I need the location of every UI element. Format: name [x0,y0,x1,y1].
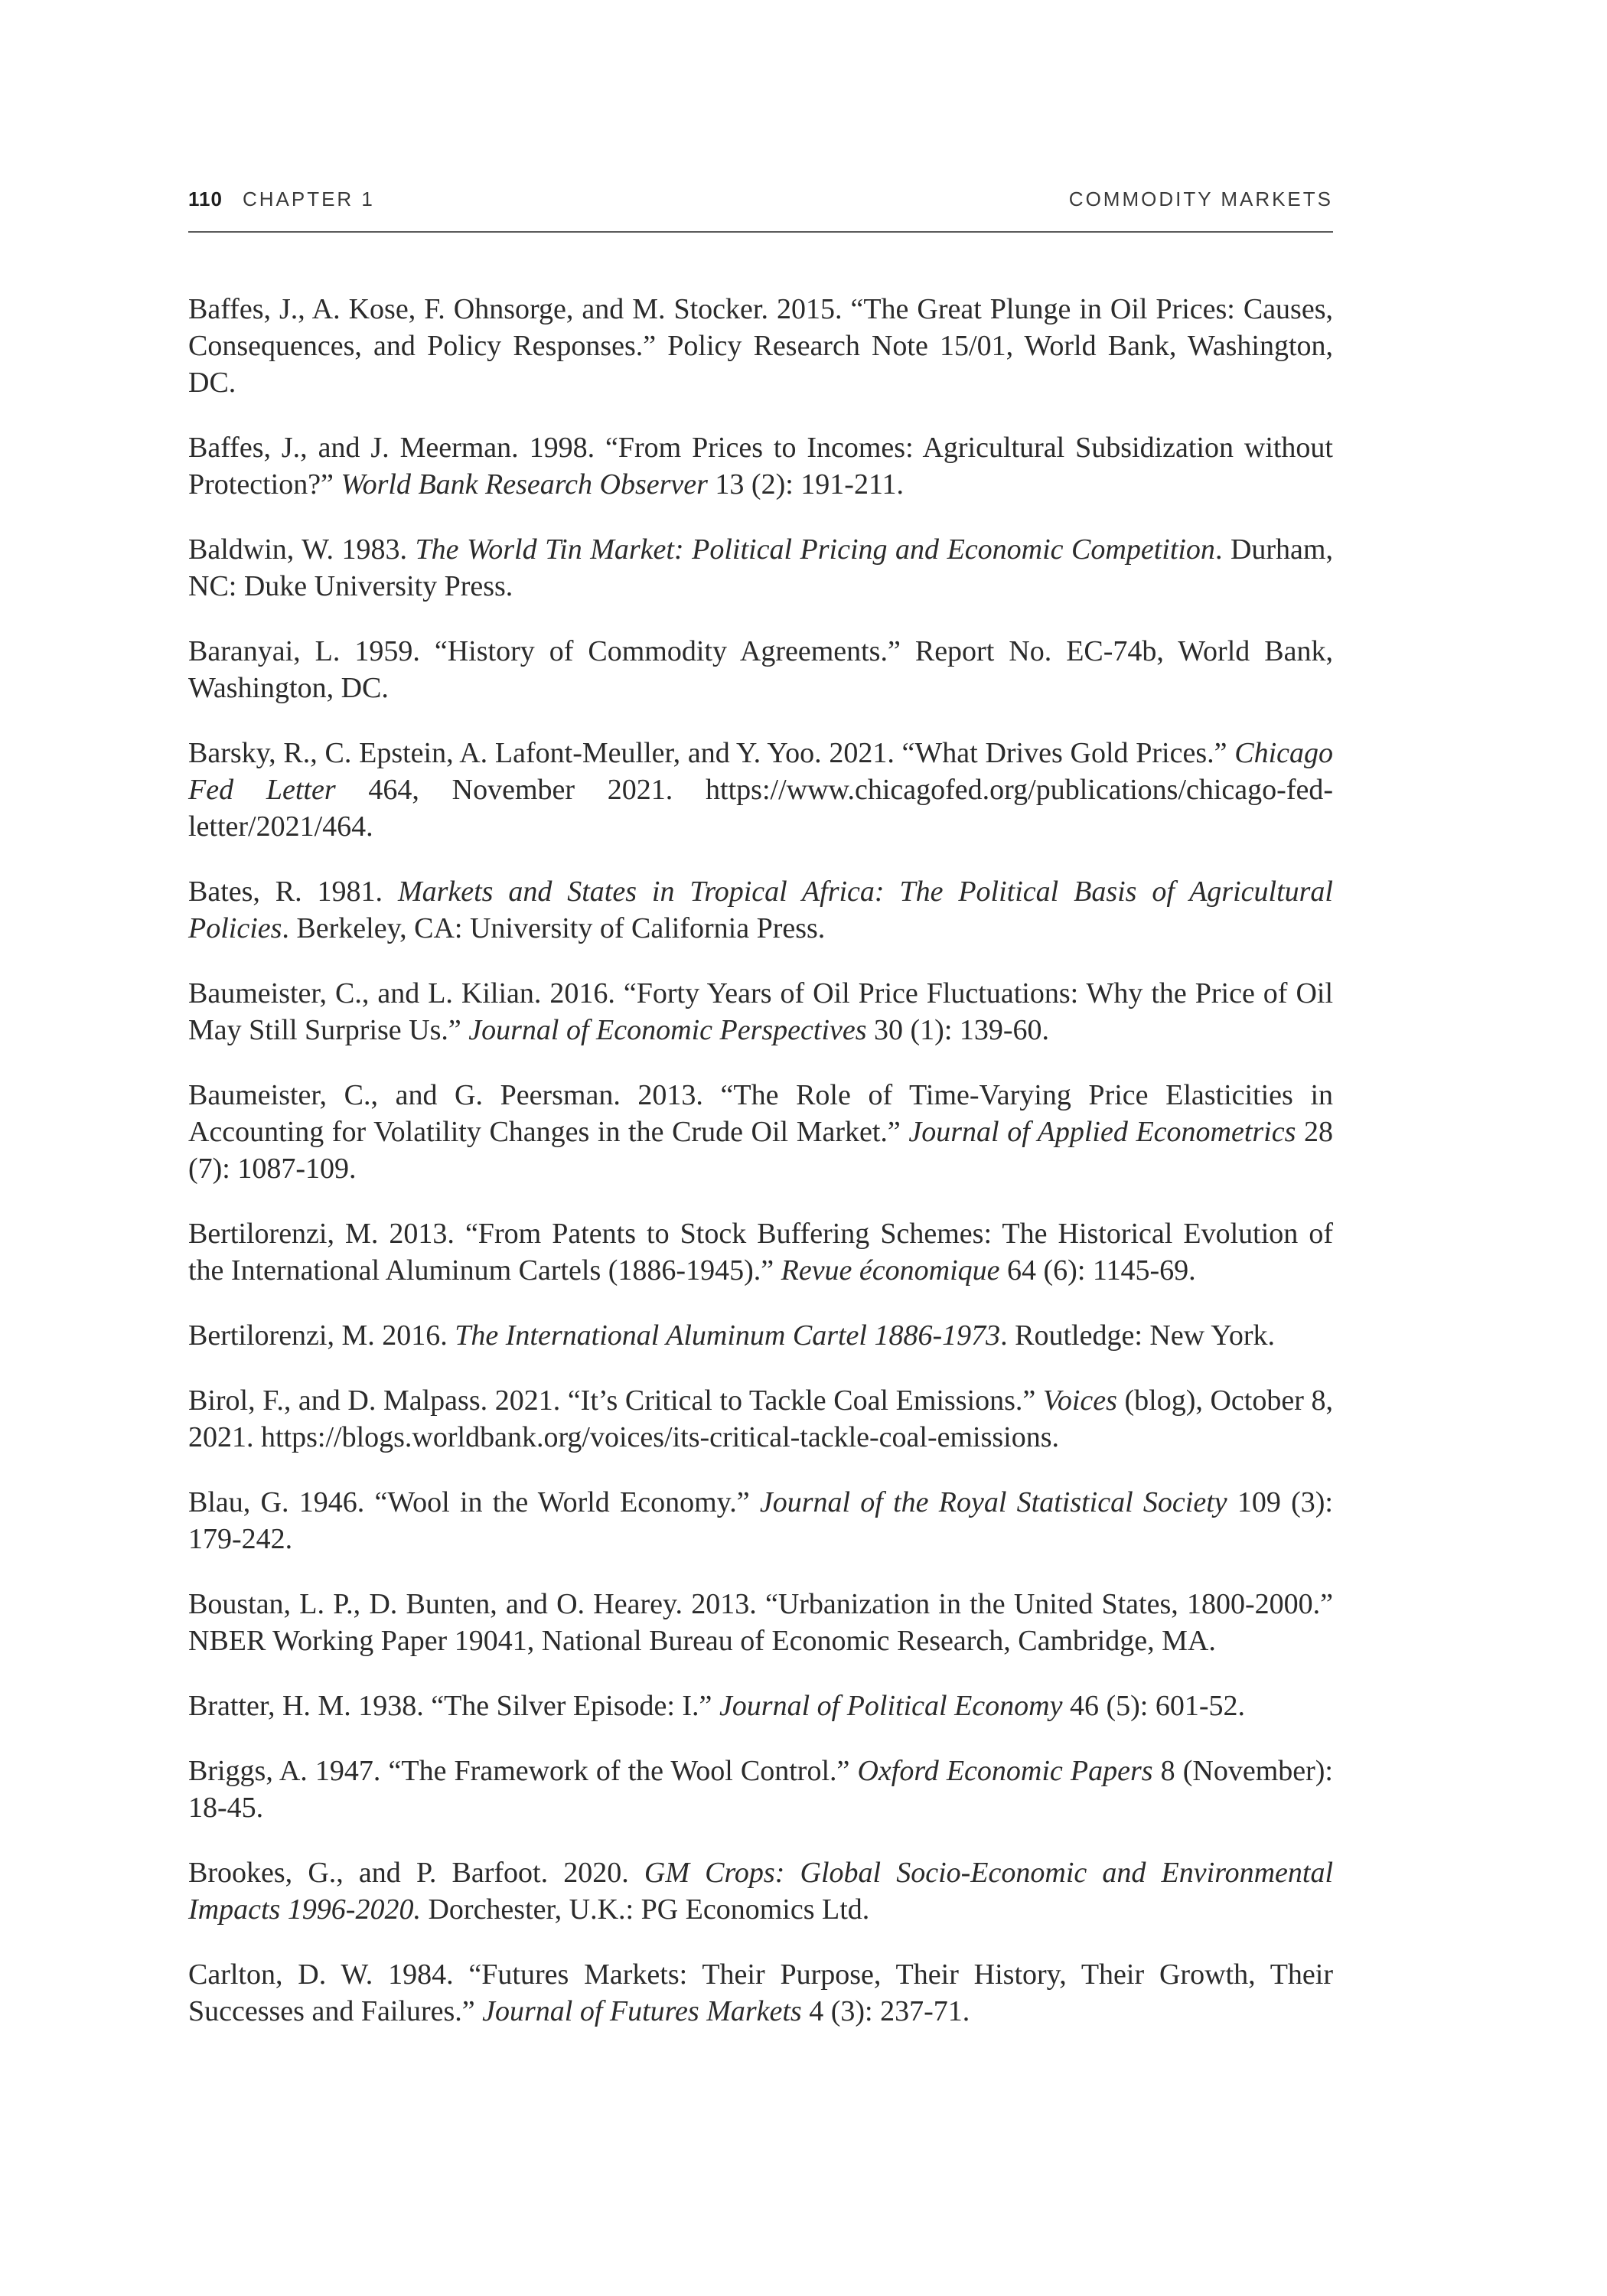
header-rule [188,231,1333,233]
reference-entry: Brookes, G., and P. Barfoot. 2020. GM Crops: Global Socio-Economic and Environmental Impacts 1996-2020. Dorchester, U.K.: PG Economics Ltd. [188,1857,1333,1926]
chapter-label: CHAPTER 1 [242,187,375,210]
page-number: 110 [188,187,223,210]
reference-list [188,291,1333,2058]
header-left [188,188,375,211]
reference-entry: Birol, F., and D. Malpass. 2021. “It’s Critical to Tackle Coal Emissions.” Voices (blog), October 8, 2021. https://blogs.worldbank.org/voices/its-critical-tackle-coal-emissions. [188,1384,1333,1453]
reference-entry: Blau, G. 1946. “Wool in the World Economy.” Journal of the Royal Statistical Society 109 (3): 179-242. [188,1486,1333,1555]
running-header [188,184,1333,214]
running-title: COMMODITY MARKETS [1068,187,1333,210]
reference-entry: Baranyai, L. 1959. “History of Commodity Agreements.” Report No. EC-74b, World Bank, Washington, DC. [188,635,1333,704]
reference-entry: Briggs, A. 1947. “The Framework of the Wool Control.” Oxford Economic Papers 8 (November): 18-45. [188,1755,1333,1824]
reference-entry: Bertilorenzi, M. 2016. The International Aluminum Cartel 1886-1973. Routledge: New York. [188,1319,1276,1352]
reference-entry: Baffes, J., and J. Meerman. 1998. “From Prices to Incomes: Agricultural Subsidization without Protection?” World Bank Research Observer 13 (2): 191-211. [188,432,1333,501]
reference-entry: Baumeister, C., and L. Kilian. 2016. “Forty Years of Oil Price Fluctuations: Why the Price of Oil May Still Surprise Us.” Journal of Economic Perspectives 30 (1): 139-60. [188,977,1333,1046]
reference-entry: Bates, R. 1981. Markets and States in Tropical Africa: The Political Basis of Agricultural Policies. Berkeley, CA: University of California Press. [188,876,1333,944]
reference-entry: Baldwin, W. 1983. The World Tin Market: Political Pricing and Economic Competition. Durham, NC: Duke University Press. [188,533,1333,602]
reference-entry: Carlton, D. W. 1984. “Futures Markets: Their Purpose, Their History, Their Growth, Their Successes and Failures.” Journal of Futures Markets 4 (3): 237-71. [188,1958,1333,2027]
reference-entry: Bertilorenzi, M. 2013. “From Patents to Stock Buffering Schemes: The Historical Evolution of the International Aluminum Cartels (1886-1945).” Revue économique 64 (6): 1145-69. [188,1218,1333,1287]
reference-entry: Baffes, J., A. Kose, F. Ohnsorge, and M. Stocker. 2015. “The Great Plunge in Oil Prices: Causes, Consequences, and Policy Responses.” Policy Research Note 15/01, World Bank, Washington, DC. [188,293,1333,399]
reference-entry: Baumeister, C., and G. Peersman. 2013. “The Role of Time-Varying Price Elasticities in Accounting for Volatility Changes in the Crude Oil Market.” Journal of Applied Econometrics 28 (7): 1087-109. [188,1079,1333,1185]
reference-entry: Bratter, H. M. 1938. “The Silver Episode: I.” Journal of Political Economy 46 (5): 601-52. [188,1690,1245,1722]
reference-entry: Barsky, R., C. Epstein, A. Lafont-Meuller, and Y. Yoo. 2021. “What Drives Gold Prices.” Chicago Fed Letter 464, November 2021. https://www.chicagofed.org/publications/chicago-fed-letter/2021/464. [188,737,1333,843]
reference-entry: Boustan, L. P., D. Bunten, and O. Hearey. 2013. “Urbanization in the United States, 1800-2000.” NBER Working Paper 19041, National Bureau of Economic Research, Cambridge, MA. [188,1588,1333,1657]
